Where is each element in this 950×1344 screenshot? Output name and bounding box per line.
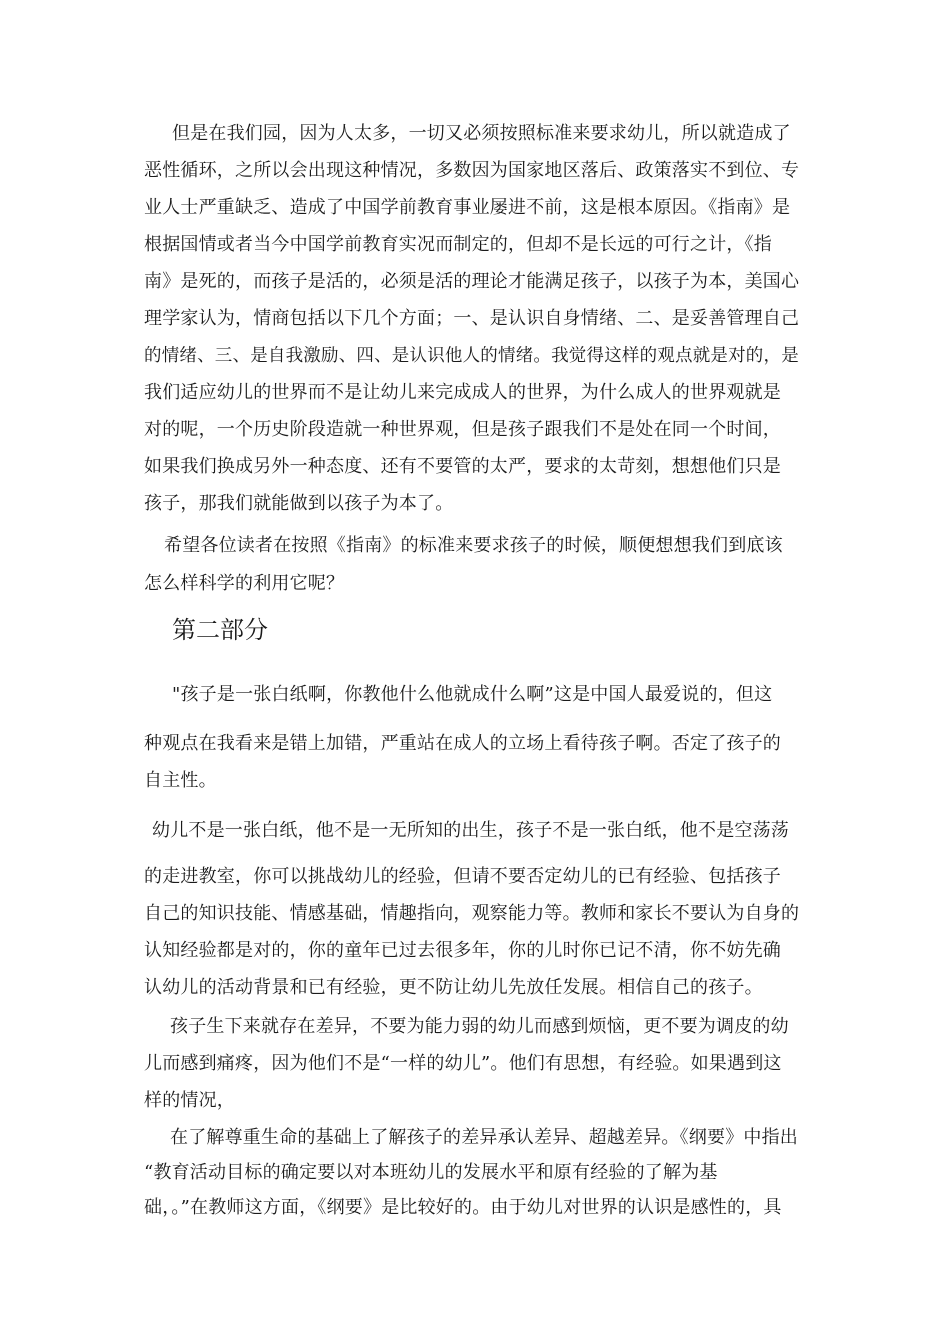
text-line: 南》是死的，而孩子是活的，必须是活的理论才能满足孩子，以孩子为本，美国心 xyxy=(144,271,800,292)
text-line: 儿而感到痛疼，因为他们不是“一样的幼儿”。他们有思想，有经验。如果遇到这 xyxy=(144,1053,782,1074)
text-line: 认知经验都是对的，你的童年已过去很多年，你的儿时你已记不清，你不妨先确 xyxy=(144,940,781,961)
text-line: 的情绪、三、是自我激励、四、是认识他人的情绪。我觉得这样的观点就是对的，是 xyxy=(144,346,799,366)
text-line: “教育活动目标的确定要以对本班幼儿的发展水平和原有经验的了解为基 xyxy=(144,1162,718,1183)
text-line: 自主性。 xyxy=(144,770,217,791)
text-line: 自己的知识技能、情感基础，情趣指向，观察能力等。教师和家长不要认为自身的 xyxy=(144,903,800,924)
text-line: 理学家认为，情商包括以下几个方面；一、是认识自身情绪、二、是妥善管理自己 xyxy=(144,308,800,329)
text-line: 根据国情或者当今中国学前教育实况而制定的，但却不是长远的可行之计，《指 xyxy=(144,234,772,255)
text-line: 幼儿不是一张白纸，他不是一无所知的出生，孩子不是一张白纸，他不是空荡荡 xyxy=(152,820,789,841)
text-line: 如果我们换成另外一种态度、还有不要管的太严，要求的太苛刻，想想他们只是 xyxy=(144,456,781,477)
text-line: 恶性循环，之所以会出现这种情况，多数因为国家地区落后、政策落实不到位、专 xyxy=(144,160,800,181)
text-line: 我们适应幼儿的世界而不是让幼儿来完成成人的世界，为什么成人的世界观就是 xyxy=(144,382,781,403)
text-line: 业人士严重缺乏、造成了中国学前教育事业屡进不前，这是根本原因。《指南》是 xyxy=(144,197,791,218)
text-line: 在了解尊重生命的基础上了解孩子的差异承认差异、超越差异。《纲要》中指出 xyxy=(170,1127,798,1148)
text-line: 样的情况， xyxy=(144,1090,235,1111)
text-line: 希望各位读者在按照《指南》的标准来要求孩子的时候，顺便想想我们到底该 xyxy=(164,535,783,556)
text-line: 对的呢，一个历史阶段造就一种世界观，但是孩子跟我们不是处在同一个时间， xyxy=(144,419,781,440)
text-line: "孩子是一张白纸啊，你教他什么他就成什么啊”这是中国人最爱说的，但这 xyxy=(172,684,773,705)
section-heading: 第二部分 xyxy=(172,616,268,644)
text-line: 孩子生下来就存在差异，不要为能力弱的幼儿而感到烦恼，更不要为调皮的幼 xyxy=(170,1016,789,1037)
text-line: 的走进教室，你可以挑战幼儿的经验，但请不要否定幼儿的已有经验、包括孩子 xyxy=(144,866,781,887)
text-line: 种观点在我看来是错上加错，严重站在成人的立场上看待孩子啊。否定了孩子的 xyxy=(144,733,781,754)
text-line: 础，。”在教师这方面，《纲要》是比较好的。由于幼儿对世界的认识是感性的，具 xyxy=(144,1197,782,1218)
text-line: 但是在我们园，因为人太多，一切又必须按照标准来要求幼儿，所以就造成了 xyxy=(172,123,791,144)
text-line: 怎么样科学的利用它呢？ xyxy=(144,573,345,594)
text-line: 孩子，那我们就能做到以孩子为本了。 xyxy=(144,493,454,514)
text-line: 认幼儿的活动背景和已有经验，更不防让幼儿先放任发展。相信自己的孩子。 xyxy=(144,977,763,998)
